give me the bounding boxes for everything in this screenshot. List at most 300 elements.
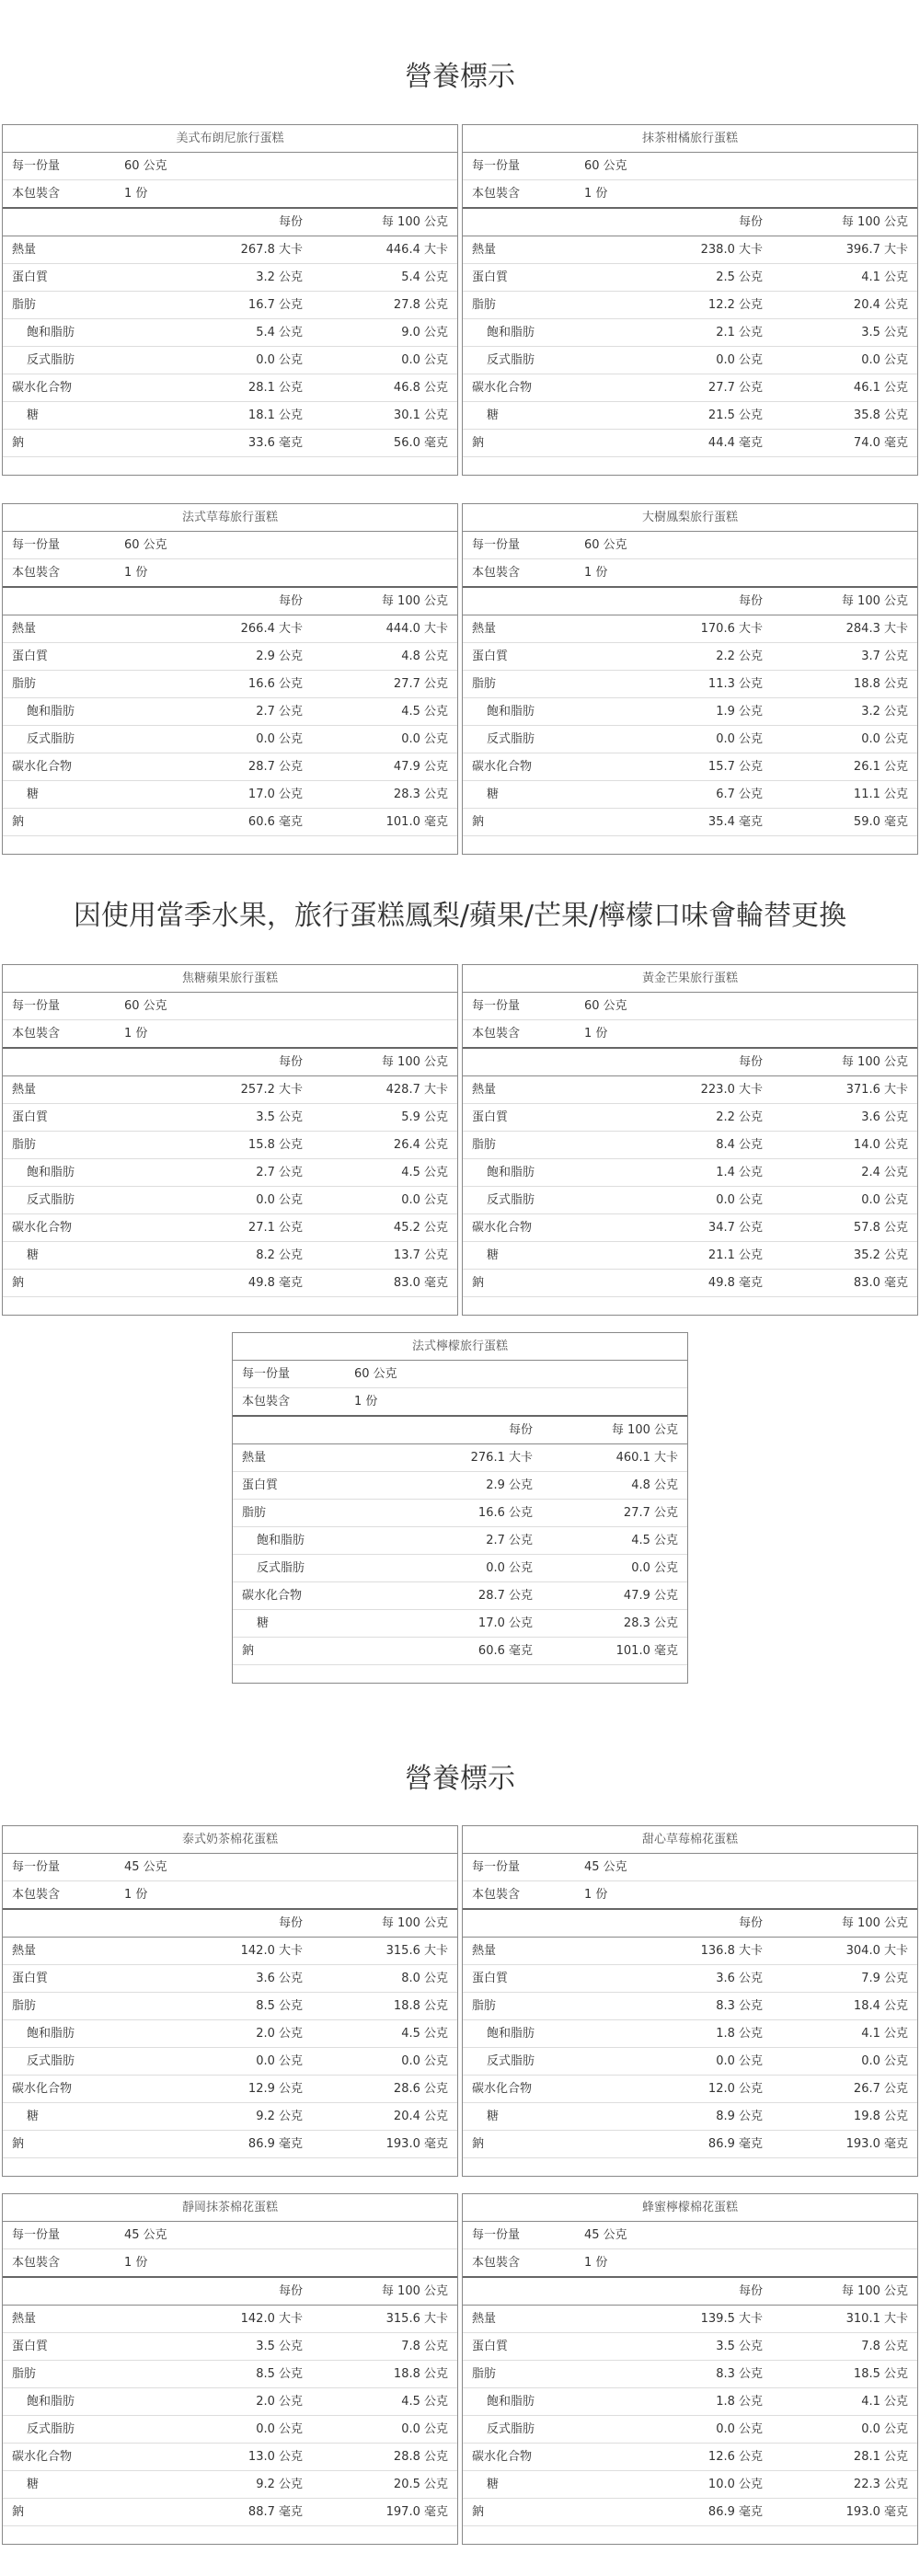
- per-serving-header: 每份: [738, 2284, 763, 2298]
- per-100g-value: 22.3 公克: [853, 2478, 908, 2491]
- nutrient-label: 碳水化合物: [472, 2450, 533, 2464]
- per-serving-value: 8.3 公克: [716, 2367, 763, 2381]
- serving-row: [463, 532, 917, 559]
- nutrient-row: [463, 319, 917, 347]
- pack-row: [3, 1881, 457, 1910]
- nutrient-row: [463, 2333, 917, 2361]
- nutrient-row: [3, 347, 457, 374]
- nutrient-label: 飽和脂肪: [27, 705, 75, 719]
- per-serving-value: 15.7 公克: [707, 760, 763, 774]
- nutrition-panel: [462, 2193, 918, 2545]
- per-100g-value: 0.0 公克: [401, 353, 448, 367]
- nutrient-label: 熱量: [472, 1083, 497, 1097]
- per-serving-value: 170.6 大卡: [700, 622, 763, 636]
- serving-label: 每一份量: [12, 159, 61, 173]
- per-100g-header: 每 100 公克: [381, 1916, 448, 1930]
- per-100g-value: 0.0 公克: [861, 353, 908, 367]
- per-serving-value: 2.9 公克: [486, 1478, 533, 1492]
- per-100g-value: 4.1 公克: [861, 270, 908, 284]
- pack-row: [463, 559, 917, 588]
- per-100g-header: 每 100 公克: [841, 2284, 908, 2298]
- per-100g-header: 每 100 公克: [381, 1055, 448, 1069]
- panel-title: 法式草莓旅行蛋糕: [3, 504, 457, 532]
- per-100g-value: 3.7 公克: [861, 650, 908, 663]
- nutrient-row: [233, 1472, 687, 1500]
- nutrient-row: [463, 781, 917, 809]
- per-100g-value: 8.0 公克: [401, 1972, 448, 1985]
- nutrient-row: [233, 1638, 687, 1665]
- per-100g-value: 4.5 公克: [401, 2027, 448, 2041]
- per-serving-value: 2.2 公克: [716, 1110, 763, 1124]
- nutrient-row: [3, 319, 457, 347]
- per-100g-header: 每 100 公克: [841, 1916, 908, 1930]
- per-serving-value: 2.1 公克: [716, 326, 763, 339]
- per-100g-value: 7.8 公克: [861, 2340, 908, 2353]
- per-100g-value: 0.0 公克: [861, 732, 908, 746]
- nutrient-label: 熱量: [12, 2312, 37, 2326]
- per-100g-header: 每 100 公克: [841, 594, 908, 608]
- nutrient-label: 脂肪: [472, 677, 497, 691]
- nutrient-label: 熱量: [12, 1083, 37, 1097]
- per-100g-value: 396.7 大卡: [845, 243, 908, 257]
- per-serving-header: 每份: [738, 215, 763, 229]
- pack-label: 本包裝含: [12, 187, 61, 201]
- per-serving-value: 28.7 公克: [247, 760, 303, 774]
- nutrient-row: [463, 2048, 917, 2076]
- nutrient-label: 糖: [27, 788, 40, 801]
- nutrient-row: [3, 2444, 457, 2471]
- nutrient-label: 熱量: [472, 622, 497, 636]
- nutrient-row: [463, 292, 917, 319]
- nutrient-label: 蛋白質: [242, 1478, 279, 1492]
- nutrient-row: [3, 1132, 457, 1159]
- nutrient-row: [3, 2416, 457, 2444]
- serving-label: 每一份量: [242, 1367, 291, 1381]
- per-serving-value: 8.2 公克: [256, 1248, 303, 1262]
- per-100g-value: 18.4 公克: [853, 1999, 908, 2013]
- per-serving-value: 238.0 大卡: [700, 243, 763, 257]
- column-header-row: [463, 2278, 917, 2306]
- per-serving-value: 13.0 公克: [247, 2450, 303, 2464]
- per-serving-value: 2.5 公克: [716, 270, 763, 284]
- per-100g-value: 28.3 公克: [623, 1616, 678, 1630]
- nutrient-row: [3, 671, 457, 698]
- per-100g-value: 7.9 公克: [861, 1972, 908, 1985]
- nutrient-label: 糖: [27, 2110, 40, 2123]
- panel-title: 焦糖蘋果旅行蛋糕: [3, 965, 457, 993]
- pack-value: 1 份: [584, 1888, 608, 1902]
- nutrient-row: [463, 1214, 917, 1242]
- per-serving-header: 每份: [278, 594, 303, 608]
- nutrient-row: [3, 374, 457, 402]
- nutrient-row: [463, 2471, 917, 2499]
- nutrition-panel: [462, 124, 918, 476]
- nutrient-row: [3, 781, 457, 809]
- per-serving-value: 0.0 公克: [256, 2054, 303, 2068]
- per-serving-header: 每份: [278, 1916, 303, 1930]
- nutrition-panel: [2, 2193, 458, 2545]
- nutrient-label: 蛋白質: [12, 270, 49, 284]
- nutrient-row: [463, 2444, 917, 2471]
- serving-row: [233, 1361, 687, 1388]
- nutrient-label: 反式脂肪: [27, 732, 75, 746]
- panel-title: 大樹鳳梨旅行蛋糕: [463, 504, 917, 532]
- per-serving-value: 21.5 公克: [707, 408, 763, 422]
- nutrient-label: 脂肪: [12, 2367, 37, 2381]
- nutrient-row: [463, 2020, 917, 2048]
- nutrient-row: [3, 726, 457, 753]
- nutrient-row: [3, 292, 457, 319]
- per-100g-value: 101.0 毫克: [385, 815, 448, 829]
- per-100g-value: 20.4 公克: [393, 2110, 448, 2123]
- nutrient-row: [3, 615, 457, 643]
- per-100g-value: 197.0 毫克: [385, 2505, 448, 2519]
- per-100g-value: 4.5 公克: [401, 2395, 448, 2409]
- per-serving-value: 16.6 公克: [247, 677, 303, 691]
- serving-row: [463, 2222, 917, 2249]
- nutrient-label: 脂肪: [472, 1138, 497, 1152]
- nutrient-row: [3, 2361, 457, 2388]
- nutrition-panel: [462, 1825, 918, 2177]
- serving-value: 60 公克: [124, 538, 167, 552]
- per-serving-value: 3.5 公克: [256, 1110, 303, 1124]
- per-100g-value: 26.7 公克: [853, 2082, 908, 2096]
- nutrition-panel: [2, 503, 458, 855]
- nutrition-heading-2: 營養標示: [405, 1763, 515, 1795]
- nutrient-label: 糖: [487, 2478, 500, 2491]
- per-serving-value: 27.7 公克: [707, 381, 763, 395]
- nutrition-panel: [462, 503, 918, 855]
- column-header-row: [233, 1417, 687, 1444]
- per-100g-value: 4.5 公克: [631, 1534, 678, 1547]
- per-serving-value: 0.0 公克: [256, 1193, 303, 1207]
- nutrient-row: [463, 809, 917, 836]
- serving-value: 45 公克: [124, 1860, 167, 1874]
- nutrient-row: [3, 643, 457, 671]
- per-100g-value: 56.0 毫克: [393, 436, 448, 450]
- nutrient-row: [463, 1242, 917, 1270]
- nutrient-row: [3, 2471, 457, 2499]
- per-serving-header: 每份: [738, 594, 763, 608]
- per-serving-value: 16.6 公克: [477, 1506, 533, 1520]
- per-serving-value: 17.0 公克: [477, 1616, 533, 1630]
- per-100g-value: 18.8 公克: [853, 677, 908, 691]
- nutrient-row: [463, 1938, 917, 1965]
- nutrient-label: 飽和脂肪: [487, 705, 535, 719]
- per-serving-value: 2.9 公克: [256, 650, 303, 663]
- pack-row: [3, 180, 457, 209]
- serving-label: 每一份量: [472, 1860, 521, 1874]
- nutrient-label: 飽和脂肪: [487, 326, 535, 339]
- nutrition-panel: [232, 1332, 688, 1684]
- pack-label: 本包裝含: [12, 1888, 61, 1902]
- nutrient-label: 碳水化合物: [472, 1221, 533, 1235]
- nutrient-row: [463, 1270, 917, 1297]
- per-100g-value: 45.2 公克: [393, 1221, 448, 1235]
- serving-row: [463, 993, 917, 1020]
- nutrient-row: [3, 2131, 457, 2158]
- panel-title: 美式布朗尼旅行蛋糕: [3, 125, 457, 153]
- serving-label: 每一份量: [12, 2228, 61, 2242]
- per-100g-value: 47.9 公克: [623, 1589, 678, 1603]
- per-serving-value: 88.7 毫克: [247, 2505, 303, 2519]
- nutrition-heading-1: 營養標示: [405, 61, 515, 93]
- per-100g-value: 4.1 公克: [861, 2395, 908, 2409]
- pack-value: 1 份: [584, 2256, 608, 2270]
- per-serving-value: 0.0 公克: [256, 732, 303, 746]
- per-serving-value: 12.6 公克: [707, 2450, 763, 2464]
- nutrient-label: 脂肪: [12, 677, 37, 691]
- nutrient-row: [3, 1104, 457, 1132]
- nutrient-label: 脂肪: [12, 298, 37, 312]
- nutrient-label: 糖: [257, 1616, 270, 1630]
- column-header-row: [3, 1910, 457, 1938]
- nutrient-label: 熱量: [472, 2312, 497, 2326]
- nutrient-row: [463, 2416, 917, 2444]
- serving-label: 每一份量: [472, 538, 521, 552]
- per-serving-value: 0.0 公克: [256, 353, 303, 367]
- per-100g-value: 19.8 公克: [853, 2110, 908, 2123]
- pack-value: 1 份: [124, 1888, 148, 1902]
- per-serving-value: 2.0 公克: [256, 2027, 303, 2041]
- column-header-row: [463, 209, 917, 236]
- per-100g-value: 193.0 毫克: [385, 2137, 448, 2151]
- nutrient-row: [463, 2131, 917, 2158]
- nutrition-panel: [462, 964, 918, 1316]
- nutrient-row: [463, 1187, 917, 1214]
- nutrient-row: [3, 1993, 457, 2020]
- per-serving-value: 3.6 公克: [716, 1972, 763, 1985]
- nutrient-row: [3, 1159, 457, 1187]
- per-100g-value: 20.4 公克: [853, 298, 908, 312]
- per-serving-value: 0.0 公克: [716, 2422, 763, 2436]
- serving-value: 60 公克: [124, 159, 167, 173]
- nutrient-label: 蛋白質: [12, 1972, 49, 1985]
- serving-row: [463, 153, 917, 180]
- per-100g-value: 28.3 公克: [393, 788, 448, 801]
- nutrient-label: 糖: [487, 788, 500, 801]
- rotation-notice: 因使用當季水果，旅行蛋糕鳳梨/蘋果/芒果/檸檬口味會輪替更換: [73, 900, 847, 932]
- per-100g-value: 101.0 毫克: [615, 1644, 678, 1658]
- panel-title: 靜岡抹茶棉花蛋糕: [3, 2194, 457, 2222]
- per-100g-value: 284.3 大卡: [845, 622, 908, 636]
- nutrient-row: [3, 809, 457, 836]
- serving-value: 60 公克: [354, 1367, 397, 1381]
- serving-row: [3, 153, 457, 180]
- nutrient-label: 蛋白質: [472, 1972, 509, 1985]
- per-100g-value: 7.8 公克: [401, 2340, 448, 2353]
- nutrition-panel: [2, 124, 458, 476]
- pack-label: 本包裝含: [472, 2256, 521, 2270]
- per-serving-value: 2.7 公克: [486, 1534, 533, 1547]
- per-serving-value: 1.4 公克: [716, 1166, 763, 1179]
- nutrient-label: 糖: [27, 2478, 40, 2491]
- nutrient-label: 鈉: [472, 815, 485, 829]
- per-serving-value: 34.7 公克: [707, 1221, 763, 1235]
- nutrient-row: [3, 1214, 457, 1242]
- per-100g-header: 每 100 公克: [381, 215, 448, 229]
- nutrient-label: 糖: [487, 1248, 500, 1262]
- panel-title: 抹茶柑橘旅行蛋糕: [463, 125, 917, 153]
- nutrient-row: [463, 264, 917, 292]
- nutrient-row: [233, 1500, 687, 1527]
- nutrient-label: 反式脂肪: [27, 353, 75, 367]
- pack-row: [3, 2249, 457, 2278]
- nutrient-row: [463, 2361, 917, 2388]
- per-serving-header: 每份: [278, 2284, 303, 2298]
- nutrient-row: [3, 2388, 457, 2416]
- per-100g-header: 每 100 公克: [381, 2284, 448, 2298]
- per-100g-value: 35.2 公克: [853, 1248, 908, 1262]
- per-100g-header: 每 100 公克: [841, 215, 908, 229]
- nutrient-row: [463, 2076, 917, 2103]
- per-serving-value: 12.2 公克: [707, 298, 763, 312]
- nutrient-label: 飽和脂肪: [27, 1166, 75, 1179]
- per-serving-value: 1.8 公克: [716, 2395, 763, 2409]
- per-100g-value: 0.0 公克: [861, 2054, 908, 2068]
- nutrient-row: [3, 1938, 457, 1965]
- nutrient-row: [463, 643, 917, 671]
- per-serving-value: 86.9 毫克: [247, 2137, 303, 2151]
- per-100g-value: 26.4 公克: [393, 1138, 448, 1152]
- per-100g-value: 3.6 公克: [861, 1110, 908, 1124]
- per-serving-value: 11.3 公克: [707, 677, 763, 691]
- per-serving-value: 8.4 公克: [716, 1138, 763, 1152]
- nutrient-row: [233, 1527, 687, 1555]
- per-100g-value: 18.8 公克: [393, 2367, 448, 2381]
- per-100g-value: 27.8 公克: [393, 298, 448, 312]
- nutrient-row: [3, 1076, 457, 1104]
- nutrient-row: [463, 2306, 917, 2333]
- per-100g-value: 28.8 公克: [393, 2450, 448, 2464]
- per-serving-value: 35.4 毫克: [707, 815, 763, 829]
- per-100g-header: 每 100 公克: [381, 594, 448, 608]
- per-100g-value: 28.1 公克: [853, 2450, 908, 2464]
- per-serving-value: 2.2 公克: [716, 650, 763, 663]
- per-100g-value: 30.1 公克: [393, 408, 448, 422]
- per-serving-value: 257.2 大卡: [240, 1083, 303, 1097]
- per-100g-value: 13.7 公克: [393, 1248, 448, 1262]
- per-serving-value: 0.0 公克: [486, 1561, 533, 1575]
- per-100g-value: 4.8 公克: [401, 650, 448, 663]
- nutrient-label: 碳水化合物: [472, 381, 533, 395]
- per-100g-value: 428.7 大卡: [385, 1083, 448, 1097]
- nutrient-label: 糖: [27, 408, 40, 422]
- per-serving-value: 136.8 大卡: [700, 1944, 763, 1958]
- nutrient-label: 熱量: [242, 1451, 267, 1465]
- per-100g-value: 0.0 公克: [861, 2422, 908, 2436]
- column-header-row: [463, 588, 917, 615]
- per-serving-value: 12.0 公克: [707, 2082, 763, 2096]
- pack-value: 1 份: [124, 566, 148, 580]
- per-100g-value: 371.6 大卡: [845, 1083, 908, 1097]
- per-serving-value: 86.9 毫克: [707, 2505, 763, 2519]
- per-serving-header: 每份: [738, 1055, 763, 1069]
- per-serving-value: 16.7 公克: [247, 298, 303, 312]
- per-100g-value: 83.0 毫克: [393, 1276, 448, 1290]
- nutrient-row: [3, 430, 457, 457]
- per-100g-value: 193.0 毫克: [845, 2505, 908, 2519]
- nutrient-row: [463, 2103, 917, 2131]
- per-100g-value: 0.0 公克: [631, 1561, 678, 1575]
- nutrient-label: 反式脂肪: [487, 2054, 535, 2068]
- per-serving-value: 8.5 公克: [256, 2367, 303, 2381]
- nutrient-row: [3, 2306, 457, 2333]
- nutrient-label: 蛋白質: [472, 2340, 509, 2353]
- nutrient-label: 反式脂肪: [487, 732, 535, 746]
- nutrient-row: [233, 1582, 687, 1610]
- per-serving-value: 44.4 毫克: [707, 436, 763, 450]
- nutrient-row: [463, 726, 917, 753]
- column-header-row: [463, 1049, 917, 1076]
- pack-value: 1 份: [124, 1027, 148, 1041]
- nutrient-row: [3, 236, 457, 264]
- per-serving-value: 21.1 公克: [707, 1248, 763, 1262]
- serving-label: 每一份量: [12, 538, 61, 552]
- pack-label: 本包裝含: [242, 1395, 291, 1409]
- nutrient-row: [3, 402, 457, 430]
- nutrient-row: [463, 1104, 917, 1132]
- per-100g-value: 4.8 公克: [631, 1478, 678, 1492]
- nutrient-label: 蛋白質: [472, 1110, 509, 1124]
- serving-row: [463, 1854, 917, 1881]
- per-100g-value: 11.1 公克: [853, 788, 908, 801]
- nutrient-row: [463, 753, 917, 781]
- per-100g-value: 27.7 公克: [623, 1506, 678, 1520]
- per-100g-value: 14.0 公克: [853, 1138, 908, 1152]
- nutrient-row: [463, 698, 917, 726]
- per-100g-value: 446.4 大卡: [385, 243, 448, 257]
- per-100g-value: 193.0 毫克: [845, 2137, 908, 2151]
- pack-value: 1 份: [354, 1395, 378, 1409]
- panel-title: 法式檸檬旅行蛋糕: [233, 1333, 687, 1361]
- nutrient-row: [463, 1076, 917, 1104]
- per-serving-value: 18.1 公克: [247, 408, 303, 422]
- nutrient-label: 鈉: [472, 2137, 485, 2151]
- per-serving-value: 33.6 毫克: [247, 436, 303, 450]
- per-serving-value: 266.4 大卡: [240, 622, 303, 636]
- per-serving-value: 142.0 大卡: [240, 2312, 303, 2326]
- nutrient-row: [3, 2048, 457, 2076]
- per-serving-value: 28.1 公克: [247, 381, 303, 395]
- per-100g-value: 5.4 公克: [401, 270, 448, 284]
- serving-value: 45 公克: [584, 1860, 627, 1874]
- nutrient-label: 脂肪: [12, 1138, 37, 1152]
- serving-value: 60 公克: [584, 999, 627, 1013]
- per-serving-value: 8.5 公克: [256, 1999, 303, 2013]
- per-100g-value: 59.0 毫克: [853, 815, 908, 829]
- per-serving-value: 0.0 公克: [716, 2054, 763, 2068]
- nutrient-row: [463, 347, 917, 374]
- column-header-row: [3, 209, 457, 236]
- nutrient-row: [3, 2076, 457, 2103]
- per-serving-value: 10.0 公克: [707, 2478, 763, 2491]
- per-100g-value: 3.2 公克: [861, 705, 908, 719]
- nutrient-label: 蛋白質: [12, 1110, 49, 1124]
- pack-row: [233, 1388, 687, 1417]
- nutrient-row: [3, 264, 457, 292]
- nutrient-label: 碳水化合物: [12, 2082, 73, 2096]
- nutrient-label: 脂肪: [12, 1999, 37, 2013]
- per-100g-value: 315.6 大卡: [385, 2312, 448, 2326]
- nutrient-row: [463, 1132, 917, 1159]
- per-serving-value: 3.2 公克: [256, 270, 303, 284]
- nutrient-row: [233, 1444, 687, 1472]
- per-100g-value: 0.0 公克: [861, 1193, 908, 1207]
- nutrient-label: 熱量: [472, 1944, 497, 1958]
- nutrient-label: 反式脂肪: [27, 2422, 75, 2436]
- serving-row: [3, 993, 457, 1020]
